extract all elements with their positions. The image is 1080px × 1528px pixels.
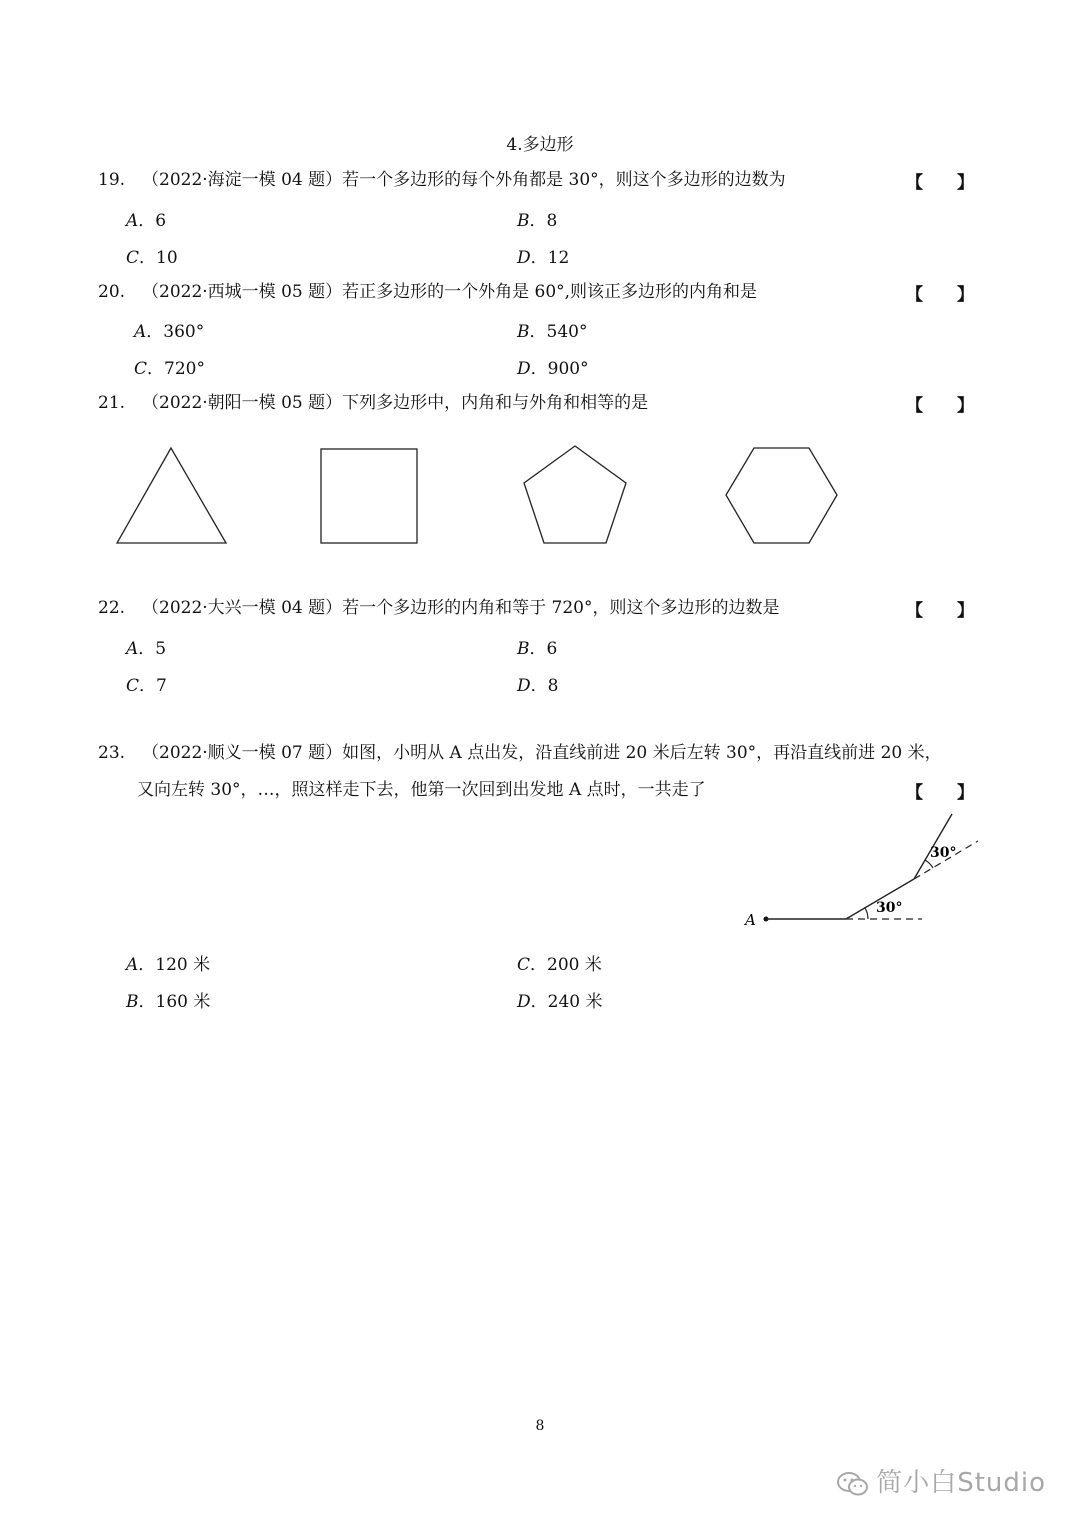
bracket-right: 】 <box>957 783 974 803</box>
question-22 <box>98 596 779 620</box>
option-text: ．240 米 <box>530 992 603 1012</box>
wechat-icon <box>836 1470 870 1498</box>
walking-path-figure <box>0 806 1080 936</box>
answer-bracket <box>906 168 974 193</box>
option-b <box>517 634 557 659</box>
option-letter: D <box>517 992 531 1012</box>
angle-arc-1 <box>865 908 868 919</box>
bracket-right: 】 <box>957 601 974 621</box>
question-number: 20. <box>98 282 126 302</box>
angle-label-1: 30° <box>876 900 903 916</box>
question-19 <box>98 168 786 192</box>
option-text: ．8 <box>529 211 558 231</box>
answer-bracket <box>906 391 974 416</box>
option-text: ．12 <box>530 248 570 268</box>
option-letter: D <box>517 359 531 379</box>
answer-bracket <box>906 778 974 803</box>
option-text: ．6 <box>138 211 167 231</box>
option-c <box>126 243 178 268</box>
option-text: ．540° <box>529 322 588 342</box>
option-letter: B <box>517 211 530 231</box>
hexagon-shape <box>726 448 837 543</box>
option-letter: B <box>126 992 139 1012</box>
question-20 <box>98 280 757 304</box>
watermark-text: 简小白Studio <box>876 1468 1046 1498</box>
option-d <box>517 354 589 379</box>
question-text: （2022·海淀一模 04 题）若一个多边形的每个外角都是 30°，则这个多边形的边数为 <box>142 170 786 190</box>
answer-bracket <box>906 596 974 621</box>
question-number: 21. <box>98 393 126 413</box>
option-d <box>517 987 603 1012</box>
option-text: ．6 <box>529 639 558 659</box>
bracket-left: 【 <box>906 601 923 621</box>
watermark <box>836 1462 1046 1499</box>
point-a-label: A <box>745 911 756 929</box>
bracket-left: 【 <box>906 783 923 803</box>
polygon-figures <box>0 440 1080 570</box>
question-number: 23. <box>98 743 126 763</box>
option-letter: C <box>517 955 531 975</box>
question-text: （2022·朝阳一模 05 题）下列多边形中，内角和与外角和相等的是 <box>142 393 649 413</box>
option-text: ．200 米 <box>530 955 602 975</box>
option-letter: C <box>126 248 140 268</box>
option-letter: A <box>134 322 147 342</box>
option-text: ．10 <box>139 248 178 268</box>
option-letter: C <box>134 359 148 379</box>
question-number: 19. <box>98 170 126 190</box>
option-letter: D <box>517 248 531 268</box>
angle-arc-2 <box>925 860 933 868</box>
option-letter: D <box>517 676 531 696</box>
bracket-right: 】 <box>957 173 974 193</box>
question-text: （2022·大兴一模 04 题）若一个多边形的内角和等于 720°，则这个多边形的边数是 <box>142 598 780 618</box>
option-text: ．5 <box>138 639 167 659</box>
option-c <box>517 950 602 975</box>
option-text: ．900° <box>530 359 589 379</box>
option-d <box>517 243 569 268</box>
triangle-shape <box>117 448 226 543</box>
option-a <box>126 634 166 659</box>
question-21 <box>98 391 648 415</box>
bracket-left: 【 <box>906 396 923 416</box>
question-text: （2022·西城一模 05 题）若正多边形的一个外角是 60°,则该正多边形的内角和是 <box>142 282 758 302</box>
option-text: ．160 米 <box>138 992 211 1012</box>
option-letter: C <box>126 676 140 696</box>
option-letter: A <box>126 955 139 975</box>
option-b <box>517 317 587 342</box>
option-letter: A <box>126 639 139 659</box>
question-23-line-2: 又向左转 30°，…，照这样走下去，他第一次回到出发地 A 点时，一共走了 <box>137 780 706 800</box>
option-letter: B <box>517 322 530 342</box>
bracket-left: 【 <box>906 173 923 193</box>
option-letter: A <box>126 211 139 231</box>
angle-label-2: 30° <box>930 845 957 861</box>
square-shape <box>321 449 417 543</box>
option-c <box>126 671 167 696</box>
answer-bracket <box>906 280 974 305</box>
option-letter: B <box>517 639 530 659</box>
option-text: ．120 米 <box>138 955 211 975</box>
bracket-right: 】 <box>957 396 974 416</box>
option-b <box>126 987 210 1012</box>
option-a <box>126 950 210 975</box>
option-text: ．720° <box>147 359 205 379</box>
section-title: 4.多边形 <box>506 135 574 155</box>
page-number: 8 <box>535 1418 545 1434</box>
option-a <box>126 206 166 231</box>
bracket-left: 【 <box>906 285 923 305</box>
question-number: 22. <box>98 598 126 618</box>
option-c <box>134 354 205 379</box>
option-d <box>517 671 558 696</box>
question-23 <box>98 741 942 765</box>
bracket-right: 】 <box>957 285 974 305</box>
question-text: （2022·顺义一模 07 题）如图，小明从 A 点出发，沿直线前进 20 米后左转 30°，再沿直线前进 20 米， <box>142 743 942 763</box>
option-b <box>517 206 557 231</box>
option-a <box>134 317 204 342</box>
option-text: ．360° <box>146 322 205 342</box>
pentagon-shape <box>524 446 626 543</box>
option-text: ．8 <box>530 676 559 696</box>
option-text: ．7 <box>139 676 167 696</box>
